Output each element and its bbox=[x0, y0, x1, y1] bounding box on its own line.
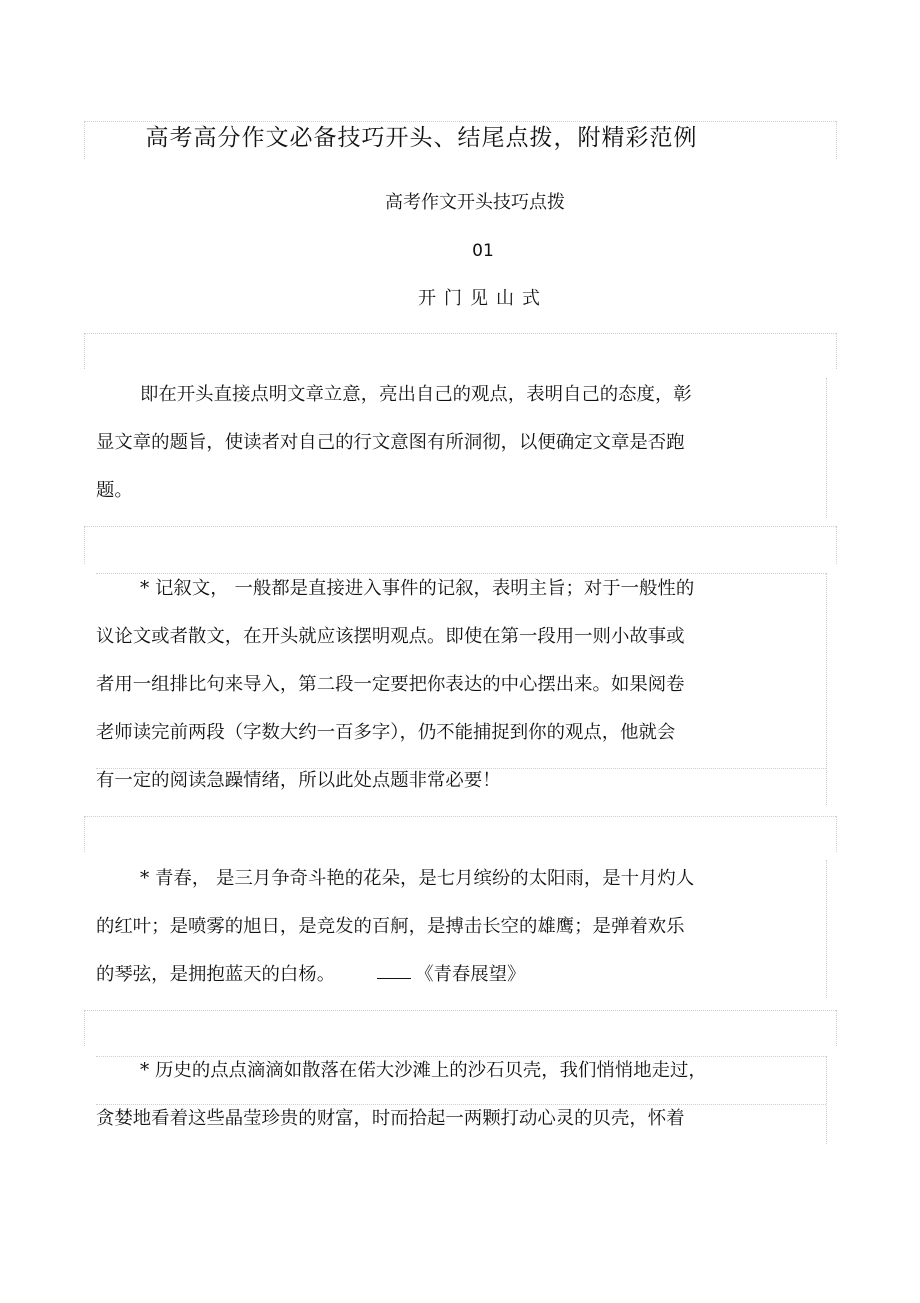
paragraph-line: 即在开头直接点明文章立意，亮出自己的观点，表明自己的态度，彰 bbox=[140, 384, 692, 405]
blank-underline bbox=[377, 960, 411, 979]
example-text: 的琴弦，是拥抱蓝天的白杨。 bbox=[96, 964, 336, 985]
section-number: 01 bbox=[472, 241, 494, 261]
paragraph-line: 者用一组排比句来导入，第二段一定要把你表达的中心摆出来。如果阅卷 bbox=[96, 674, 685, 695]
paragraph-line bbox=[96, 960, 525, 990]
paragraph-line: 有一定的阅读急躁情绪，所以此处点题非常必要！ bbox=[96, 770, 501, 791]
paragraph-line: 老师读完前两段（字数大约一百多字），仍不能捕捉到你的观点，他就会 bbox=[96, 722, 676, 743]
paragraph-line: 的红叶；是喷雾的旭日，是竞发的百舸，是搏击长空的雄鹰；是弹着欢乐 bbox=[96, 916, 685, 937]
section-heading: 高考作文开头技巧点拨 bbox=[385, 192, 565, 213]
example-source: 《青春展望》 bbox=[415, 964, 526, 985]
document-title: 高考高分作文必备技巧开头、结尾点拨，附精彩范例 bbox=[145, 125, 698, 151]
paragraph-line: * 历史的点点滴滴如散落在偌大沙滩上的沙石贝壳，我们悄悄地走过， bbox=[140, 1060, 707, 1081]
paragraph-line: * 青春， 是三月争奇斗艳的花朵，是七月缤纷的太阳雨，是十月灼人 bbox=[140, 868, 695, 889]
paragraph-line: 题。 bbox=[96, 480, 133, 501]
method-title: 开门见山式 bbox=[418, 288, 548, 309]
paragraph-line: * 记叙文， 一般都是直接进入事件的记叙，表明主旨；对于一般性的 bbox=[140, 578, 695, 599]
paragraph-line: 议论文或者散文，在开头就应该摆明观点。即使在第一段用一则小故事或 bbox=[96, 626, 685, 647]
paragraph-line: 贪婪地看着这些晶莹珍贵的财富，时而拾起一两颗打动心灵的贝壳，怀着 bbox=[96, 1108, 685, 1129]
paragraph-line: 显文章的题旨，使读者对自己的行文意图有所洞彻，以便确定文章是否跑 bbox=[96, 432, 685, 453]
